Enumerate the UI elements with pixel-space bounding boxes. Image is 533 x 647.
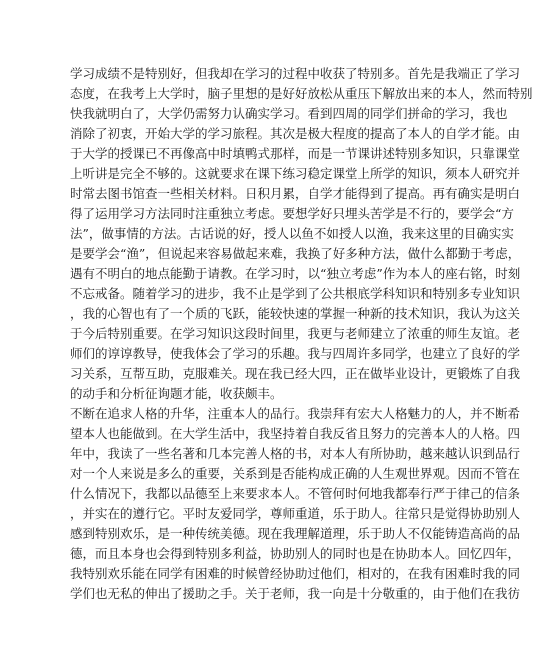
- text-line: 学习成绩不是特别好，但我却在学习的过程中收获了特别多。首先是我端正了学习: [70, 66, 521, 81]
- text-line: 快我就明白了，大学仍需努力认确实学习。看到四周的同学们拼命的学习，我也: [70, 106, 508, 121]
- text-line: ，并实在的遵行它。平时友爱同学，尊师重道，乐于助人。往常只是觉得协助别人: [70, 506, 521, 521]
- text-line: 感到特别欢乐，是一种传统美德。现在我理解道理，乐于助人不仅能铸造高尚的品: [70, 526, 521, 541]
- text-line: 师们的谆谆教导，使我体会了学习的乐趣。我与四周许多同学，也建立了良好的学: [70, 346, 521, 361]
- text-line: 于今后特别重要。在学习知识这段时间里，我更与老师建立了浓重的师生友谊。老: [70, 326, 521, 341]
- text-line: 的动手和分析征询题才能，收获颇丰。: [70, 386, 283, 401]
- text-line: 习关系，互帮互助，克服难关。现在我已经大四，正在做毕业设计，更锻炼了自我: [70, 366, 521, 381]
- text-line: 得了运用学习方法同时注重独立考虑。要想学好只埋头苦学是不行的，要学会“方: [70, 206, 514, 221]
- text-line: 对一个人来说是多么的重要，关系到是否能构成正确的人生观世界观。因而不管在: [70, 466, 521, 481]
- text-line: 态度，在我考上大学时，脑子里想的是好好放松从重压下解放出来的本人，然而特别: [70, 86, 533, 101]
- text-line: 遇有不明白的地点能勤于请教。在学习时，以“独立考虑”作为本人的座右铭，时刻: [70, 266, 521, 281]
- text-line: 不断在追求人格的升华，注重本人的品行。我崇拜有宏大人格魅力的人，并不断希: [70, 406, 521, 421]
- text-line: 年中，我读了一些名著和几本完善人格的书，对本人有所协助，越来越认识到品行: [70, 446, 521, 461]
- text-line: 不忘戒备。随着学习的进步，我不止是学到了公共根底学科知识和特别多专业知识: [70, 286, 521, 301]
- text-line: 我特别欢乐能在同学有困难的时候曾经协助过他们，相对的，在我有困难时我的同: [70, 566, 521, 581]
- text-line: 时常去图书馆查一些相关材料。日积月累，自学才能得到了提高。再有确实是明白: [70, 186, 521, 201]
- text-line: 消除了初衷，开始大学的学习旅程。其次是极大程度的提高了本人的自学才能。由: [70, 126, 521, 141]
- body-text: [70, 64, 533, 604]
- text-line: 是要学会“渔”，但说起来容易做起来难，我换了好多种方法，做什么都勤于考虑，: [70, 246, 521, 261]
- text-line: ，我的心智也有了一个质的飞跃，能较快速的掌握一种新的技术知识，我认为这关: [70, 306, 521, 321]
- text-line: 法”，做事情的方法。古话说的好，授人以鱼不如授人以渔，我来这里的目确实实: [70, 226, 514, 241]
- text-line: 什么情况下，我都以品德至上来要求本人。不管何时何地我都奉行严于律己的信条: [70, 486, 521, 501]
- text-line: 于大学的授课已不再像高中时填鸭式那样，而是一节课讲述特别多知识，只靠课堂: [70, 146, 521, 161]
- text-line: 上听讲是完全不够的。这就要求在课下练习稳定课堂上所学的知识，须本人研究并: [70, 166, 521, 181]
- text-line: 学们也无私的伸出了援助之手。关于老师，我一向是十分敬重的，由于他们在我彷: [70, 586, 521, 601]
- text-line: 望本人也能做到。在大学生活中，我坚持着自我反省且努力的完善本人的人格。四: [70, 426, 521, 441]
- text-line: 德，而且本身也会得到特别多利益，协助别人的同时也是在协助本人。回忆四年，: [70, 546, 521, 561]
